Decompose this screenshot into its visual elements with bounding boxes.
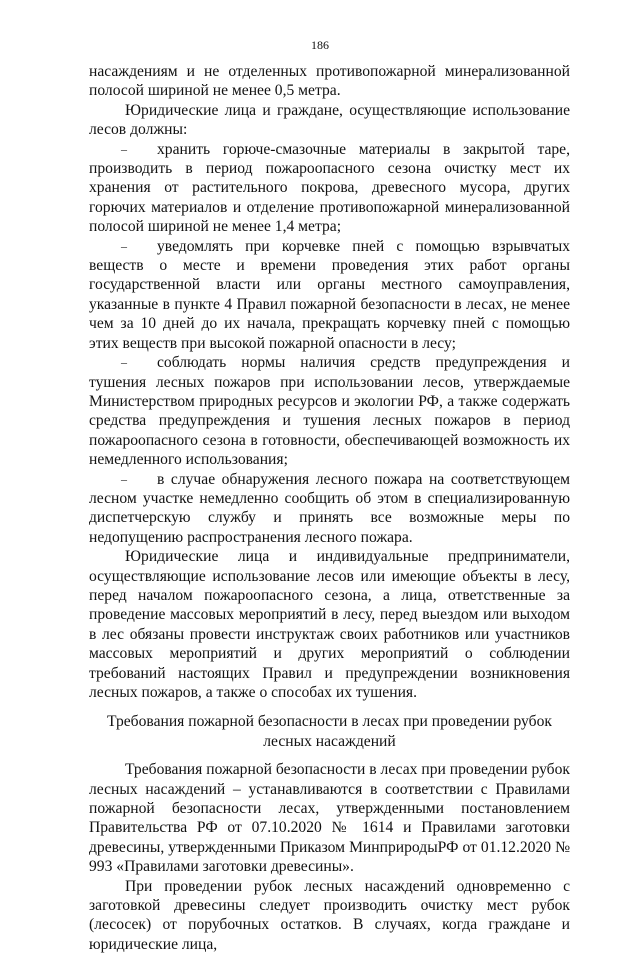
paragraph-cleanup: При проведении рубок лесных насаждений одновременно с заготовкой древесины следует производить очистку мест рубок (лесосек) от порубочных остатков. В случаях, когда граждане и юридические лица,	[89, 877, 570, 953]
paragraph-requirements: Требования пожарной безопасности в лесах при проведении рубок лесных насаждений – устанавливаются в соответствии с Правилами пожарной безопасности лесах, утвержденными постановлением Правительства РФ от 07.10.2020 № 1614 и Правилами заготовки древесины, утвержденными Приказом МинприродыРФ от 01.12.2020 № 993 «Правилами заготовки древесины».	[89, 761, 570, 876]
list-item: – хранить горюче-смазочные материалы в закрытой таре, производить в период пожароопасного сезона очистку мест их хранения от растительного покрова, древесного мусора, других горючих материалов и отделение противопожарной минерализованной полосой шириной не менее 1,4 метра;	[89, 140, 570, 236]
dash-bullet-icon: –	[121, 141, 127, 156]
dash-bullet-icon: –	[121, 355, 127, 370]
list-item: – в случае обнаружения лесного пожара на соответствующем лесном участке немедленно сообщить об этом в специализированную диспетчерскую службу и принять все возможные меры по недопущению распространения лесного пожара.	[89, 470, 570, 546]
list-item: – уведомлять при корчевке пней с помощью взрывчатых веществ о месте и времени проведения этих работ органы государственной власти или органы местного самоуправления, указанные в пункте 4 Правил пожарной безопасности в лесах, не менее чем за 10 дней до их начала, прекращать корчевку пней с помощью этих веществ при высокой пожарной опасности в лесу;	[89, 237, 570, 352]
paragraph-instruction: Юридические лица и индивидуальные предприниматели, осуществляющие использование лесов или имеющие объекты в лесу, перед началом пожароопасного сезона, а лица, ответственные за проведение массовых мероприятий в лесу, перед выездом или выходом в лес обязаны провести инструктаж своих работников или участников массовых мероприятий и других мероприятий о соблюдении требований настоящих Правил и предупреждении возникновения лесных пожаров, а также о способах их тушения.	[89, 548, 570, 701]
list-item: – соблюдать нормы наличия средств предупреждения и тушения лесных пожаров при использовании лесов, утверждаемые Министерством природных ресурсов и экологии РФ, а также содержать средства предупреждения и тушения лесных пожаров в период пожароопасного сезона в готовности, обеспечивающей возможность их немедленного использования;	[89, 354, 570, 469]
section-heading: Требования пожарной безопасности в лесах при проведении рубок лесных насаждений	[107, 713, 552, 750]
document-body	[89, 62, 570, 954]
dash-bullet-icon: –	[121, 238, 127, 253]
dash-bullet-icon: –	[121, 471, 127, 486]
paragraph-obligations-intro: Юридические лица и граждане, осуществляющие использование лесов должны:	[89, 101, 570, 139]
paragraph-continuation: насаждениям и не отделенных противопожарной минерализованной полосой шириной не менее 0,5 метра.	[89, 63, 570, 100]
page-number: 186	[311, 38, 329, 52]
